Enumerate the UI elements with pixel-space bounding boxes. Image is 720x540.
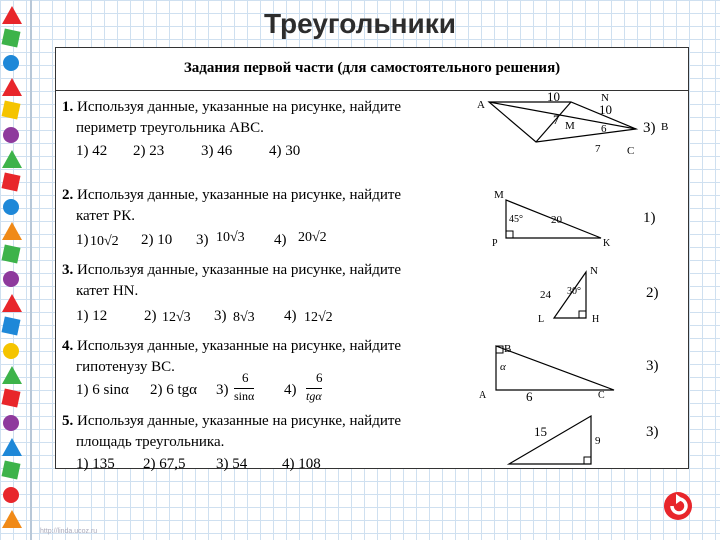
decorative-shape	[2, 294, 22, 312]
task-4-line2: гипотенузу ВС.	[76, 359, 175, 375]
decorative-shape	[2, 245, 21, 264]
task-3-figure	[534, 260, 624, 325]
task-5-number: 5.	[62, 413, 74, 429]
t2-label-P: P	[492, 238, 498, 249]
task-5-line2: площадь треугольника.	[76, 434, 225, 450]
task-2-option-2[interactable]: 2) 10	[141, 232, 173, 248]
t1-label-s4: 6	[601, 123, 607, 135]
task-3-option-4[interactable]: 4)	[284, 308, 297, 324]
task-1-number: 1.	[62, 99, 74, 115]
decorative-shape	[2, 510, 22, 528]
t1-label-s2: 10	[599, 102, 612, 117]
decorative-shape	[3, 487, 19, 503]
t4-label-alpha: α	[500, 361, 506, 373]
task-4-line1: Используя данные, указанные на рисунке, найдите	[77, 338, 402, 354]
task-5-figure	[501, 408, 611, 468]
task-3-answer: 2)	[646, 285, 659, 301]
t4-label-A: A	[479, 390, 487, 401]
task-1-option-1[interactable]: 1) 42	[76, 143, 108, 159]
t1-label-s3: 7	[553, 112, 560, 127]
panel-header	[56, 48, 688, 91]
t2-label-angle: 45°	[509, 214, 523, 225]
decorative-shape	[2, 461, 21, 480]
task-2-option-1[interactable]: 1)	[76, 232, 89, 248]
task-5	[62, 411, 401, 453]
strip-divider	[30, 0, 32, 540]
task-3-option-3[interactable]: 3)	[214, 308, 227, 324]
task-1-answer: 3)	[643, 120, 656, 136]
decorative-shape	[2, 317, 21, 336]
task-1-option-2[interactable]: 2) 23	[133, 143, 165, 159]
task-2-option-1-value: 10√2	[90, 234, 119, 249]
t1-label-s5: 7	[595, 143, 601, 155]
decorative-shape	[2, 366, 22, 384]
decorative-shape	[3, 127, 19, 143]
decorative-shape	[2, 222, 22, 240]
task-2-option-3-value: 10√3	[216, 230, 245, 245]
task-4-option-3[interactable]: 3)	[216, 382, 229, 398]
decorative-shape	[3, 343, 19, 359]
footer-url: http://linda.ucoz.ru	[40, 528, 98, 535]
t3-label-H: H	[592, 314, 600, 325]
decorative-shape	[3, 199, 19, 215]
task-5-option-3[interactable]: 3) 54	[216, 456, 248, 472]
t1-label-A: A	[477, 99, 485, 111]
t5-label-s1: 15	[534, 424, 547, 439]
t1-label-s1: 10	[547, 89, 560, 104]
task-4-figure	[476, 338, 631, 403]
task-4-option-3-numerator: 6	[242, 370, 249, 385]
decorative-shape	[3, 55, 19, 71]
t4-label-B: B	[504, 343, 512, 355]
task-5-answer: 3)	[646, 424, 659, 440]
task-3-option-4-value: 12√2	[304, 310, 333, 325]
task-1-option-4[interactable]: 4) 30	[269, 143, 301, 159]
decorative-shape	[2, 173, 21, 192]
t1-label-N: N	[601, 92, 609, 104]
task-4-number: 4.	[62, 338, 74, 354]
task-2-answer: 1)	[643, 210, 656, 226]
task-4-option-2[interactable]: 2) 6 tgα	[150, 382, 198, 398]
tasks-panel	[55, 47, 689, 472]
decorative-shape	[2, 150, 22, 168]
decorative-shapes-strip	[0, 0, 24, 540]
task-3-line1: Используя данные, указанные на рисунке, найдите	[77, 262, 402, 278]
t3-label-L: L	[538, 314, 545, 325]
task-4-option-1[interactable]: 1) 6 sinα	[76, 382, 129, 398]
task-3-option-1[interactable]: 1) 12	[76, 308, 108, 324]
task-3	[62, 260, 401, 302]
task-4	[62, 336, 401, 378]
t2-label-side: 20	[551, 214, 562, 226]
task-3-option-3-value: 8√3	[233, 310, 255, 325]
decorative-shape	[2, 438, 22, 456]
t2-label-M: M	[494, 189, 504, 201]
task-2-option-3[interactable]: 3)	[196, 232, 209, 248]
task-1-option-3[interactable]: 3) 46	[201, 143, 233, 159]
task-5-option-1[interactable]: 1) 135	[76, 456, 115, 472]
task-2	[62, 185, 401, 227]
task-4-option-3-denominator: sinα	[234, 389, 255, 403]
task-1	[62, 97, 401, 139]
t3-label-side: 24	[540, 289, 551, 301]
return-arrow-icon[interactable]	[662, 488, 694, 522]
decorative-shape	[2, 101, 21, 120]
task-2-figure	[486, 186, 636, 248]
task-4-option-4-denominator: tgα	[306, 389, 322, 403]
task-4-option-4[interactable]: 4)	[284, 382, 297, 398]
task-5-option-2[interactable]: 2) 67,5	[143, 456, 186, 472]
t3-label-angle: 30°	[567, 286, 581, 297]
task-5-line1: Используя данные, указанные на рисунке, найдите	[77, 413, 402, 429]
decorative-shape	[2, 78, 22, 96]
t4-label-C: C	[598, 390, 605, 401]
task-4-option-4-numerator: 6	[316, 370, 323, 385]
task-5-option-4[interactable]: 4) 108	[282, 456, 321, 472]
task-3-option-2[interactable]: 2)	[144, 308, 157, 324]
t5-label-s2: 9	[595, 435, 601, 447]
task-2-line2: катет РК.	[76, 208, 135, 224]
page-title: Треугольники	[264, 8, 456, 39]
panel-header-text: Задания первой части (для самостоятельного решения)	[183, 60, 561, 76]
task-2-line1: Используя данные, указанные на рисунке, найдите	[77, 187, 402, 203]
task-1-figure	[471, 89, 669, 157]
t1-label-B: B	[661, 121, 669, 133]
decorative-shape	[2, 389, 21, 408]
task-3-line2: катет НN.	[76, 283, 139, 299]
decorative-shape	[3, 271, 19, 287]
task-2-option-4-value: 20√2	[298, 230, 327, 245]
t3-label-N: N	[590, 265, 598, 277]
t1-label-M: M	[565, 120, 575, 132]
task-3-option-2-value: 12√3	[162, 310, 191, 325]
decorative-shape	[3, 415, 19, 431]
t4-label-side: 6	[526, 389, 533, 404]
t2-label-K: K	[603, 238, 611, 249]
task-2-number: 2.	[62, 187, 74, 203]
task-2-option-4[interactable]: 4)	[274, 232, 287, 248]
task-1-line1: Используя данные, указанные на рисунке, найдите	[77, 99, 402, 115]
task-4-answer: 3)	[646, 358, 659, 374]
t1-label-C: C	[627, 145, 635, 157]
task-3-number: 3.	[62, 262, 74, 278]
task-1-line2: периметр треугольника АВС.	[76, 120, 264, 136]
